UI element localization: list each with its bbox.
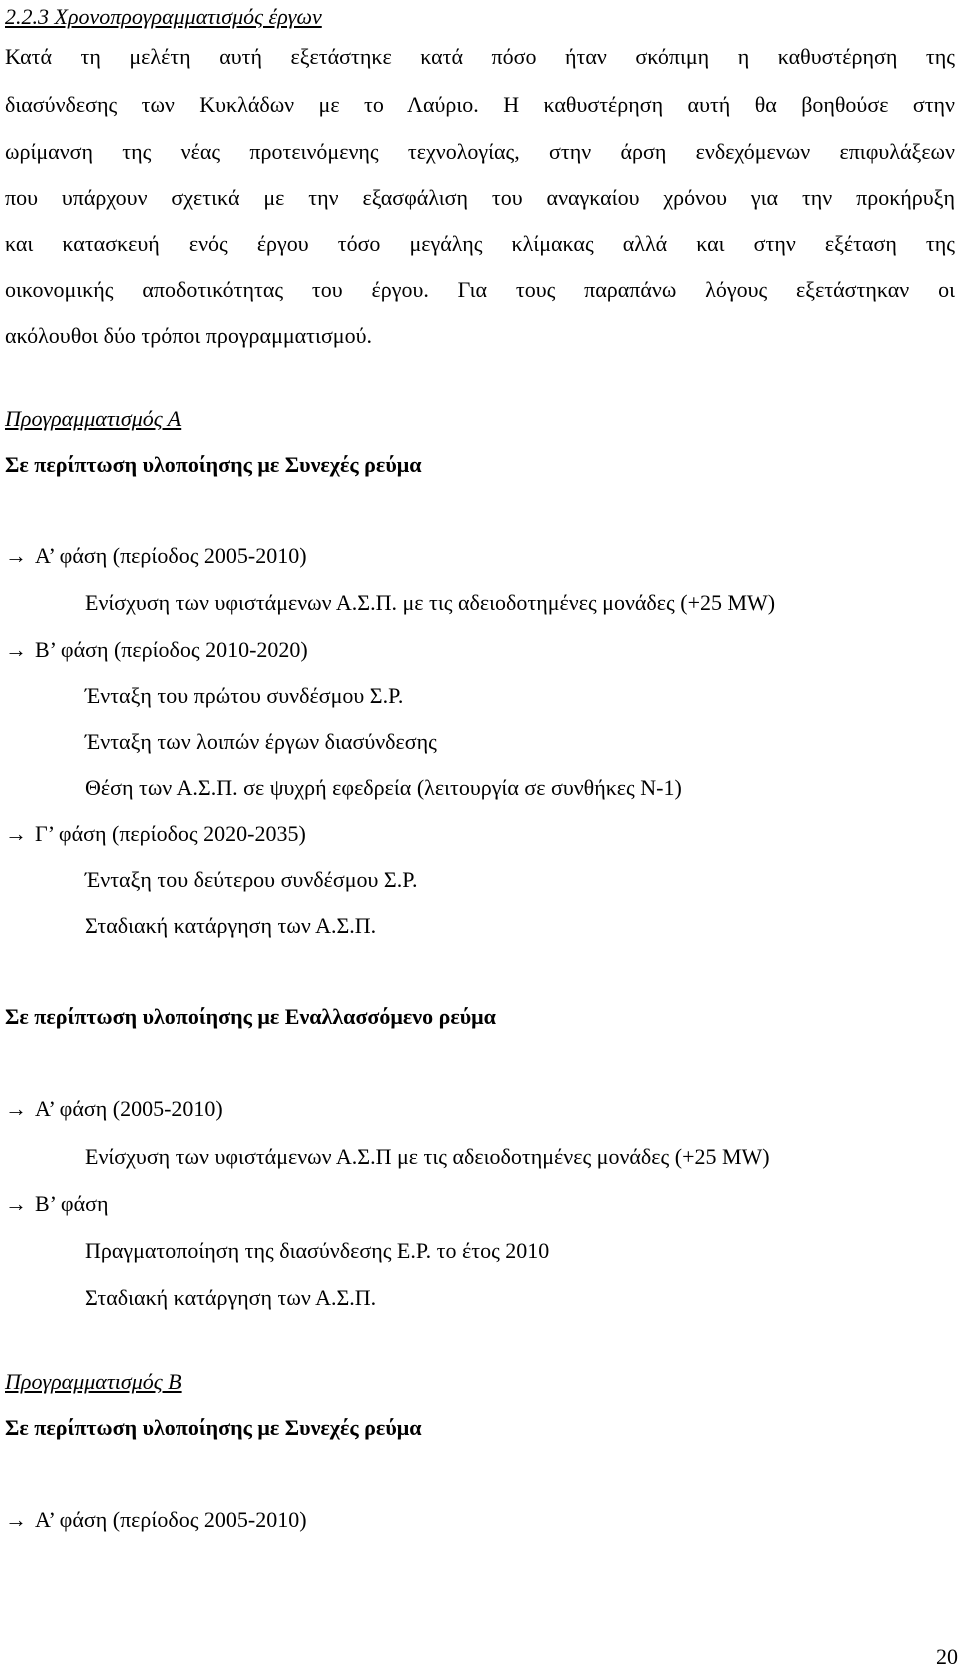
intro-line: Κατά τη μελέτη αυτή εξετάστηκε κατά πόσο ήταν σκόπιμη η καθυστέρηση της <box>5 44 955 69</box>
phase-item: Θέση των Α.Σ.Π. σε ψυχρή εφεδρεία (λειτουργία σε συνθήκες Ν-1) <box>85 775 682 800</box>
phase-line <box>5 1092 223 1126</box>
phase-label: Α’ φάση (περίοδος 2005-2010) <box>35 1507 307 1532</box>
section-heading: 2.2.3 Χρονοπρογραμματισμός έργων <box>5 4 322 29</box>
intro-line: που υπάρχουν σχετικά με την εξασφάλιση του αναγκαίου χρόνου για την προκήρυξη <box>5 185 955 210</box>
phase-line <box>5 1187 108 1221</box>
phase-item: Ένταξη του πρώτου συνδέσμου Σ.Ρ. <box>85 683 404 708</box>
page-number: 20 <box>936 1644 958 1669</box>
arrow-icon: → <box>5 1096 27 1121</box>
program-b-dc-heading: Σε περίπτωση υλοποίησης με Συνεχές ρεύμα <box>5 1415 422 1440</box>
program-a-title: Προγραμματισμός Α <box>5 406 182 431</box>
phase-label: Α’ φάση (περίοδος 2005-2010) <box>35 543 307 568</box>
arrow-icon: → <box>5 1507 27 1532</box>
phase-line <box>5 1503 307 1537</box>
phase-line <box>5 817 306 851</box>
phase-item: Ενίσχυση των υφιστάμενων Α.Σ.Π. με τις αδειοδοτημένες μονάδες (+25 MW) <box>85 590 776 615</box>
intro-line: ωρίμανση της νέας προτεινόμενης τεχνολογίας, στην άρση ενδεχόμενων επιφυλάξεων <box>5 139 955 164</box>
phase-item: Ενίσχυση των υφιστάμενων Α.Σ.Π με τις αδειοδοτημένες μονάδες (+25 MW) <box>85 1144 770 1169</box>
phase-item: Ένταξη του δεύτερου συνδέσμου Σ.Ρ. <box>85 867 418 892</box>
phase-label: Β’ φάση <box>35 1191 109 1216</box>
phase-label: Β’ φάση (περίοδος 2010-2020) <box>35 637 308 662</box>
arrow-icon: → <box>5 543 27 568</box>
phase-item: Πραγματοποίηση της διασύνδεσης Ε.Ρ. το έτος 2010 <box>85 1238 550 1263</box>
intro-line: οικονομικής αποδοτικότητας του έργου. Για τους παραπάνω λόγους εξετάστηκαν οι <box>5 277 955 302</box>
program-a-dc-heading: Σε περίπτωση υλοποίησης με Συνεχές ρεύμα <box>5 452 422 477</box>
program-a-ac-heading: Σε περίπτωση υλοποίησης με Εναλλασσόμενο ρεύμα <box>5 1004 496 1029</box>
intro-line: και κατασκευή ενός έργου τόσο μεγάλης κλίμακας αλλά και στην εξέταση της <box>5 231 955 256</box>
phase-line <box>5 633 308 667</box>
intro-line: διασύνδεσης των Κυκλάδων με το Λαύριο. Η καθυστέρηση αυτή θα βοηθούσε στην <box>5 92 955 117</box>
intro-line: ακόλουθοι δύο τρόποι προγραμματισμού. <box>5 323 372 348</box>
phase-label: Γ’ φάση (περίοδος 2020-2035) <box>35 821 306 846</box>
program-b-title: Προγραμματισμός Β <box>5 1369 182 1394</box>
phase-item: Σταδιακή κατάργηση των Α.Σ.Π. <box>85 1285 377 1310</box>
phase-item: Ένταξη των λοιπών έργων διασύνδεσης <box>85 729 437 754</box>
arrow-icon: → <box>5 821 27 846</box>
arrow-icon: → <box>5 637 27 662</box>
phase-line <box>5 539 307 573</box>
phase-label: Α’ φάση (2005-2010) <box>35 1096 223 1121</box>
arrow-icon: → <box>5 1191 27 1216</box>
phase-item: Σταδιακή κατάργηση των Α.Σ.Π. <box>85 913 377 938</box>
